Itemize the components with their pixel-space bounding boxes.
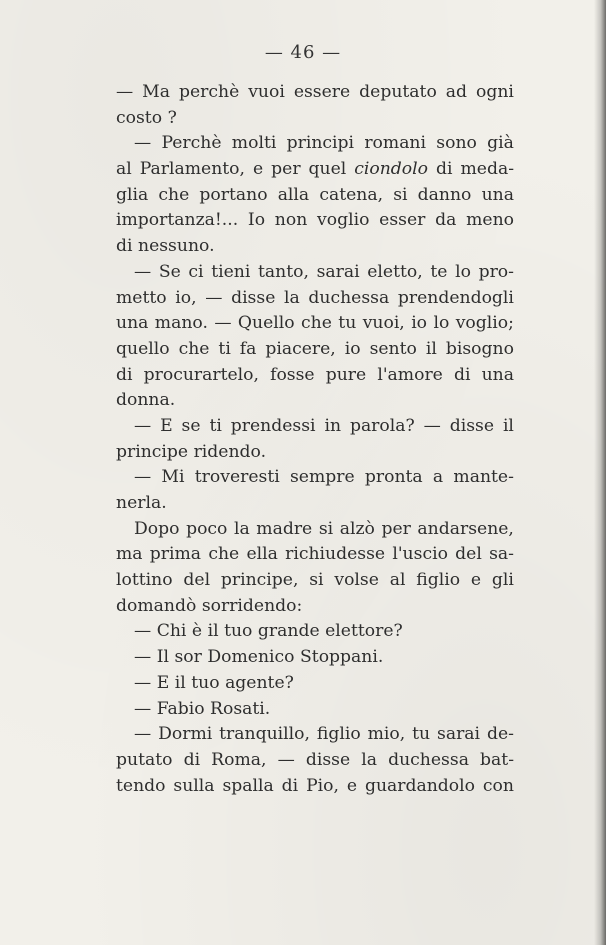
text-word: voglio;	[455, 313, 514, 334]
text-word: sento	[369, 338, 417, 359]
text-word: tuo	[224, 621, 253, 642]
text-line	[116, 131, 514, 157]
text-word: duchessa	[388, 749, 469, 770]
text-word: tu	[338, 313, 357, 334]
text-word: lo	[455, 261, 471, 282]
text-word: metto	[116, 287, 167, 308]
text-word: vuoi	[248, 82, 285, 102]
text-word: Fabio	[156, 698, 205, 719]
text-word: la	[284, 287, 300, 308]
text-word: fa	[239, 338, 257, 359]
text-word: glia	[116, 184, 149, 205]
text-word: domandò	[116, 595, 197, 616]
text-word: quello	[116, 338, 170, 359]
text-word: —	[134, 415, 152, 436]
text-word: l'uscio	[392, 544, 448, 565]
text-word: vuoi,	[362, 313, 405, 334]
text-word: il	[174, 672, 186, 693]
text-word: —	[134, 621, 152, 642]
text-word: —	[134, 647, 152, 668]
text-word: di	[116, 364, 133, 385]
text-word: —	[134, 672, 152, 693]
text-word: —	[423, 415, 441, 436]
text-line	[116, 594, 514, 620]
text-word: mante-	[453, 467, 514, 488]
text-line	[116, 568, 514, 594]
text-word: guardandolo	[364, 775, 475, 796]
text-word: —	[277, 749, 295, 770]
text-word: si	[318, 518, 334, 539]
text-word: catena,	[319, 184, 384, 205]
text-word: il	[207, 621, 219, 642]
text-word: ti	[218, 338, 231, 359]
text-word: Dopo	[134, 518, 180, 539]
text-line	[116, 234, 514, 260]
text-word: —	[214, 313, 232, 334]
text-word: di	[281, 775, 299, 796]
text-word: una	[481, 364, 514, 385]
body-text	[116, 80, 514, 799]
text-word: con	[482, 775, 514, 796]
text-word: tendo	[116, 775, 166, 796]
text-word: —	[134, 724, 152, 745]
text-line	[116, 774, 514, 800]
text-word: poco	[186, 518, 228, 539]
text-word: già	[487, 133, 514, 154]
text-line	[116, 80, 514, 106]
text-word: Mi	[161, 467, 185, 488]
text-word: in	[324, 415, 342, 436]
text-word: Domenico	[207, 647, 295, 668]
text-word: disse	[449, 415, 495, 436]
text-word: per	[271, 159, 301, 180]
text-word: che	[158, 184, 190, 205]
text-word: disse	[305, 749, 351, 770]
text-word: troveresti	[194, 467, 280, 488]
text-word: grande	[257, 621, 320, 642]
text-word: esser	[379, 210, 426, 231]
text-line	[116, 619, 514, 645]
text-word: si	[309, 570, 324, 591]
text-word: te	[430, 261, 448, 282]
text-word: agente?	[225, 672, 294, 693]
text-word: —	[134, 698, 152, 719]
text-word: importanza!...	[116, 210, 239, 231]
text-word: di	[435, 159, 453, 180]
text-word: prendessi	[230, 415, 316, 436]
text-word: tu	[412, 724, 431, 745]
text-word: nerla.	[116, 493, 167, 513]
text-word: Rosati.	[210, 698, 271, 719]
text-line	[116, 440, 514, 466]
text-word: il	[502, 415, 514, 436]
text-word: nessuno.	[138, 236, 215, 257]
text-line	[116, 388, 514, 414]
text-word: ci	[188, 261, 204, 282]
text-word: sarai	[437, 724, 481, 745]
text-word: richiudesse	[285, 544, 386, 565]
text-word: principi	[286, 133, 355, 154]
text-word: Pio,	[306, 775, 339, 796]
text-word: Il	[156, 647, 169, 668]
text-word: deputato	[359, 82, 437, 102]
text-word: donna.	[116, 390, 176, 411]
text-word: ella	[246, 544, 278, 565]
text-word: putato	[116, 749, 173, 770]
text-word: sempre	[289, 467, 355, 488]
text-word: E	[160, 415, 173, 436]
text-word: ?	[167, 107, 177, 128]
text-word: Parlamento,	[139, 159, 245, 180]
text-line	[116, 311, 514, 337]
text-word: principe	[116, 441, 189, 462]
text-word: l'amore	[377, 364, 443, 385]
text-word: che	[301, 313, 332, 334]
text-line	[116, 748, 514, 774]
text-word: che	[178, 338, 210, 359]
text-word: meda-	[460, 159, 514, 180]
text-word: ridendo.	[193, 441, 267, 462]
text-word: tanto,	[257, 261, 309, 282]
text-word: costo	[116, 107, 163, 128]
text-word: spalla	[222, 775, 274, 796]
text-word: principe,	[220, 570, 299, 591]
text-word: romani	[364, 133, 427, 154]
text-line	[116, 337, 514, 363]
text-word: ad	[445, 82, 468, 102]
text-word: la	[233, 518, 250, 539]
text-word: volse	[334, 570, 379, 591]
text-line	[116, 260, 514, 286]
text-word: meno	[466, 210, 514, 231]
text-word: eletto,	[367, 261, 423, 282]
text-word: Perchè	[161, 133, 222, 154]
text-word: tieni	[211, 261, 251, 282]
text-word: alla	[277, 184, 310, 205]
text-word: per	[381, 518, 411, 539]
text-word: danno	[417, 184, 472, 205]
text-word: madre	[256, 518, 313, 539]
text-word: sono	[436, 133, 477, 154]
text-word: a	[432, 467, 444, 488]
text-word: che	[208, 544, 240, 565]
text-word: di	[453, 364, 471, 385]
text-line	[116, 363, 514, 389]
page-number: — 46 —	[264, 42, 342, 63]
text-word: una	[116, 313, 149, 334]
text-word: io	[411, 313, 428, 334]
text-word: se	[181, 415, 201, 436]
text-word: al	[116, 159, 132, 180]
text-word: bat-	[480, 749, 514, 770]
text-word: lo	[433, 313, 450, 334]
text-word: e	[252, 159, 264, 180]
text-word: al	[389, 570, 406, 591]
text-word: procurartelo,	[143, 364, 259, 385]
text-line	[116, 697, 514, 723]
text-word: duchessa	[308, 287, 390, 308]
text-word: mano.	[154, 313, 208, 334]
text-word: del	[183, 570, 211, 591]
text-word: non	[274, 210, 308, 231]
text-word: fosse	[270, 364, 315, 385]
text-word: —	[134, 133, 152, 154]
text-word: e	[470, 570, 482, 591]
text-word: —	[205, 287, 223, 308]
text-word: Se	[158, 261, 181, 282]
text-word: Chi	[156, 621, 187, 642]
text-word: ogni	[476, 82, 514, 102]
text-word: figlio	[416, 570, 461, 591]
text-word: e	[346, 775, 358, 796]
text-word: molti	[231, 133, 277, 154]
text-word: Stoppani.	[300, 647, 384, 668]
text-word: gli	[491, 570, 514, 591]
text-line	[116, 645, 514, 671]
text-word: io	[344, 338, 361, 359]
text-word: sor	[174, 647, 202, 668]
text-word: parola?	[349, 415, 415, 436]
text-word: tranquillo,	[219, 724, 310, 745]
text-word: E	[156, 672, 170, 693]
text-word: —	[134, 467, 152, 488]
text-word: de-	[486, 724, 514, 745]
text-line	[116, 157, 514, 183]
text-word: una	[481, 184, 514, 205]
text-line	[116, 208, 514, 234]
text-word: da	[435, 210, 457, 231]
text-word: alzò	[339, 518, 375, 539]
text-word: la	[361, 749, 378, 770]
text-word: elettore?	[325, 621, 403, 642]
text-line	[116, 542, 514, 568]
text-line	[116, 491, 514, 517]
text-word: prendendogli	[397, 287, 514, 308]
text-line	[116, 465, 514, 491]
text-word: sulla	[173, 775, 215, 796]
text-word: ti	[209, 415, 222, 436]
text-word: di	[116, 236, 133, 257]
text-word: prima	[149, 544, 202, 565]
text-word: ciondolo	[354, 159, 428, 180]
text-word: pure	[325, 364, 367, 385]
text-word: andarsene,	[417, 518, 514, 539]
text-word: tuo	[191, 672, 220, 693]
text-line	[116, 106, 514, 132]
text-word: è	[191, 621, 203, 642]
text-word: io,	[175, 287, 197, 308]
text-word: perchè	[178, 82, 240, 102]
text-line	[116, 517, 514, 543]
text-line	[116, 414, 514, 440]
text-word: il	[425, 338, 437, 359]
text-word: disse	[231, 287, 276, 308]
text-word: Dormi	[158, 724, 213, 745]
text-word: portano	[199, 184, 268, 205]
text-word: si	[393, 184, 408, 205]
text-word: Ma	[142, 82, 171, 102]
text-line	[116, 183, 514, 209]
text-word: essere	[293, 82, 351, 102]
text-word: mio,	[367, 724, 406, 745]
text-word: pro-	[478, 261, 514, 282]
text-word: ma	[116, 544, 143, 565]
text-word: voglio	[317, 210, 370, 231]
text-word: sa-	[489, 544, 514, 565]
text-line	[116, 722, 514, 748]
text-word: piacere,	[265, 338, 336, 359]
text-word: —	[116, 82, 134, 102]
text-line	[116, 286, 514, 312]
text-word: sarai	[316, 261, 360, 282]
text-word: di	[183, 749, 201, 770]
text-word: Io	[247, 210, 266, 231]
text-word: bisogno	[445, 338, 514, 359]
text-word: Quello	[237, 313, 295, 334]
text-word: pronta	[364, 467, 423, 488]
text-word: sorridendo:	[201, 595, 303, 616]
text-word: Roma,	[211, 749, 267, 770]
text-word: lottino	[116, 570, 173, 591]
text-word: figlio	[316, 724, 361, 745]
text-word: —	[134, 261, 152, 282]
text-word: quel	[308, 159, 347, 180]
text-word: del	[455, 544, 482, 565]
text-line	[116, 671, 514, 697]
page-edge-shadow	[594, 0, 606, 945]
